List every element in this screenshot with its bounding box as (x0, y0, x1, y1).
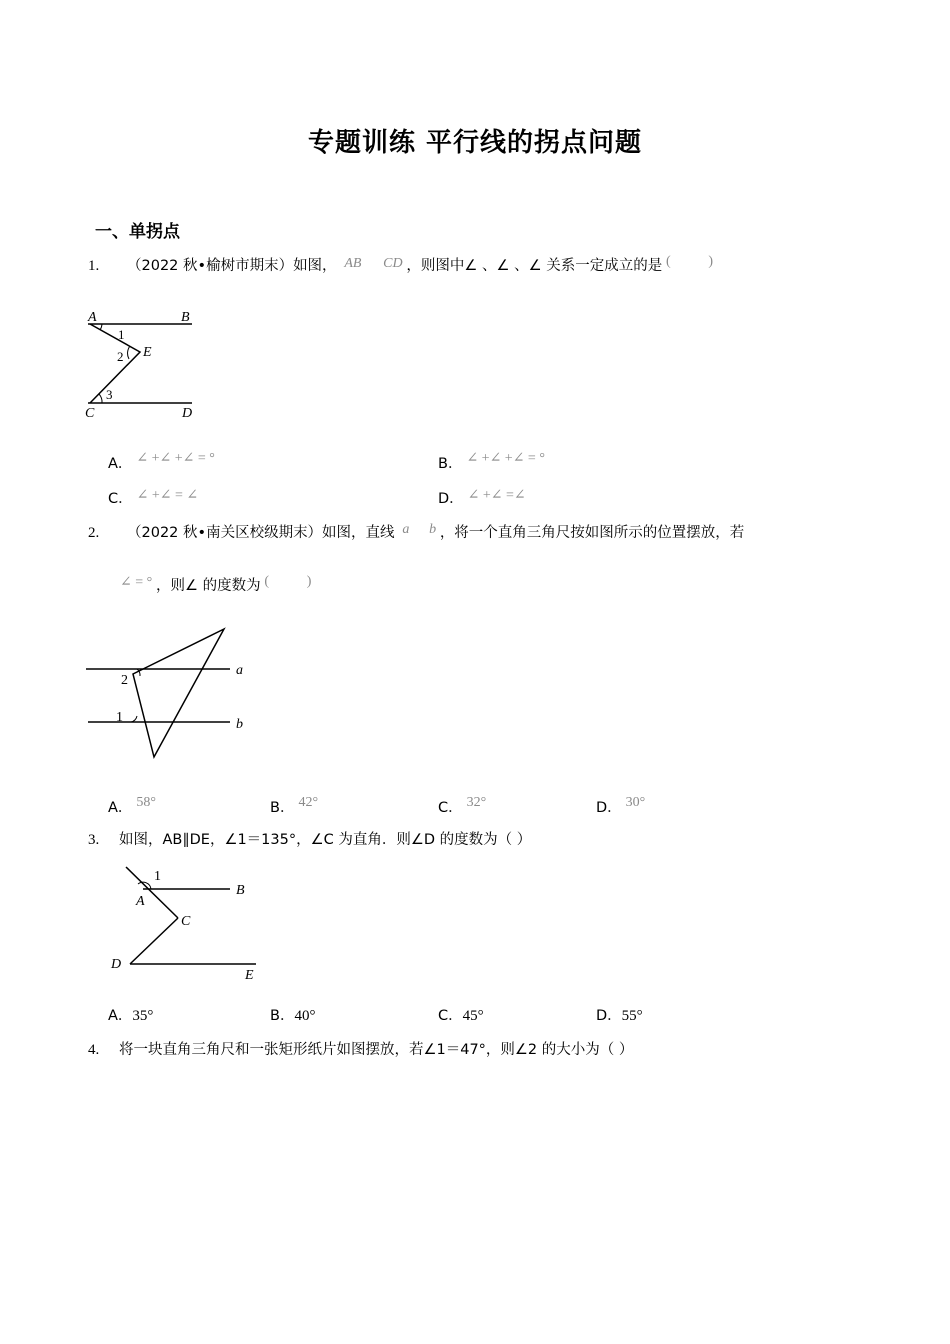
q2-option-c-label: C． (438, 800, 463, 816)
q3-option-b-text: 40° (294, 1008, 316, 1024)
question-2-line2-b: ，则∠ 的度数为 (155, 578, 261, 594)
question-1 (88, 256, 713, 277)
q1-figure (80, 302, 210, 424)
q1-option-c-label: C． (108, 491, 133, 507)
q1-label-angle-3: 3 (106, 387, 113, 402)
q2-triangle (133, 629, 224, 757)
q1-option-a[interactable] (108, 452, 215, 473)
q1-angle-1-arc (100, 324, 102, 330)
question-2-line2 (120, 576, 311, 597)
q1-option-a-text: ∠ +∠ +∠ = ° (136, 451, 215, 466)
q3-option-c[interactable] (438, 1004, 484, 1025)
question-2-line1-a: （2022 秋•南关区校级期末）如图，直线 (127, 525, 395, 541)
question-2-number: 2. (88, 525, 100, 541)
q1-option-b-text: ∠ +∠ +∠ = ° (466, 451, 545, 466)
question-3-text: 如图，AB∥DE，∠1＝135°，∠C 为直角．则∠D 的度数为（ ） (119, 832, 532, 848)
q1-label-b: B (181, 310, 190, 325)
q2-option-a-text: 58° (136, 795, 157, 810)
q3-option-a-label: A． (108, 1008, 133, 1024)
q2-label-angle-2: 2 (121, 673, 128, 688)
q2-option-a[interactable] (108, 796, 156, 817)
question-4-text: 将一块直角三角尺和一张矩形纸片如图摆放，若∠1＝47°，则∠2 的大小为（ ） (119, 1042, 634, 1058)
q1-label-a: A (88, 310, 97, 325)
q1-segment-cd: CD (383, 256, 403, 271)
q1-option-d-label: D． (438, 491, 464, 507)
q3-option-c-label: C． (438, 1008, 463, 1024)
page-title: 专题训练 平行线的拐点问题 (307, 128, 643, 158)
question-4 (88, 1040, 633, 1060)
q2-option-b-text: 42° (298, 795, 319, 810)
q1-option-c-text: ∠ +∠ = ∠ (136, 488, 199, 503)
q1-label-angle-2: 2 (117, 349, 124, 364)
q3-figure (100, 862, 270, 984)
q1-paren-close: ) (708, 254, 714, 269)
question-2 (88, 523, 744, 544)
q1-label-d: D (182, 406, 193, 421)
q2-option-d[interactable] (596, 796, 645, 817)
q1-paren-open: ( (665, 254, 671, 269)
q1-angle-3-arc (99, 394, 102, 403)
q1-option-b-label: B． (438, 456, 463, 472)
q2-angle-1-arc (131, 716, 137, 722)
q1-label-e: E (143, 345, 152, 360)
q3-label-e: E (245, 968, 254, 983)
question-1-source: （2022 秋•榆树市期末）如图， (127, 258, 337, 274)
q1-option-a-label: A． (108, 456, 133, 472)
q2-label-a: a (236, 663, 243, 678)
q3-option-c-text: 45° (462, 1008, 484, 1024)
q1-polyline-aec (90, 324, 140, 403)
q3-option-b-label: B． (270, 1008, 295, 1024)
q1-label-angle-1: 1 (118, 327, 125, 342)
section-heading-single-turn: 一、单拐点 (95, 222, 180, 242)
question-3-number: 3. (88, 832, 100, 848)
q3-label-a: A (136, 894, 145, 909)
question-2-line1-b: ，将一个直角三角尺按如图所示的位置摆放，若 (439, 525, 745, 541)
question-3 (88, 830, 531, 850)
q2-option-d-text: 30° (625, 795, 646, 810)
q1-option-d[interactable] (438, 487, 526, 508)
q2-paren-close: ) (306, 574, 312, 589)
q2-paren-open: ( (264, 574, 270, 589)
q2-label-b: b (236, 717, 243, 732)
q3-option-a-text: 35° (132, 1008, 154, 1024)
q2-given-angle: ∠ = ° (120, 575, 153, 590)
question-4-number: 4. (88, 1042, 100, 1058)
q2-option-c[interactable] (438, 796, 486, 817)
q1-option-d-text: ∠ +∠ =∠ (467, 488, 526, 503)
q3-label-d: D (111, 957, 122, 972)
q3-option-d[interactable] (596, 1004, 643, 1025)
q2-line-a-symbol: a (402, 522, 410, 537)
q1-segment-ab: AB (344, 256, 362, 271)
question-1-text: ，则图中∠ 、∠ 、∠ 关系一定成立的是 (406, 258, 663, 274)
q3-label-b: B (236, 883, 245, 898)
q3-option-d-label: D． (596, 1008, 622, 1024)
q3-label-angle-1: 1 (154, 869, 161, 884)
q2-option-d-label: D． (596, 800, 622, 816)
q1-option-b[interactable] (438, 452, 545, 473)
q1-label-c: C (85, 406, 95, 421)
question-1-number: 1. (88, 258, 100, 274)
q3-option-b[interactable] (270, 1004, 315, 1025)
q2-option-b-label: B． (270, 800, 295, 816)
q2-line-b-symbol: b (429, 522, 437, 537)
q2-option-b[interactable] (270, 796, 318, 817)
q2-option-c-text: 32° (466, 795, 487, 810)
q2-label-angle-1: 1 (116, 710, 123, 725)
q1-angle-2-arc (128, 346, 130, 359)
q3-label-c: C (181, 914, 191, 929)
q3-option-d-text: 55° (621, 1008, 643, 1024)
q1-option-c[interactable] (108, 487, 198, 508)
q3-option-a[interactable] (108, 1004, 153, 1025)
q2-option-a-label: A． (108, 800, 133, 816)
q3-segment-cd (130, 918, 178, 964)
q3-transversal (126, 867, 178, 918)
q2-figure (80, 622, 260, 767)
